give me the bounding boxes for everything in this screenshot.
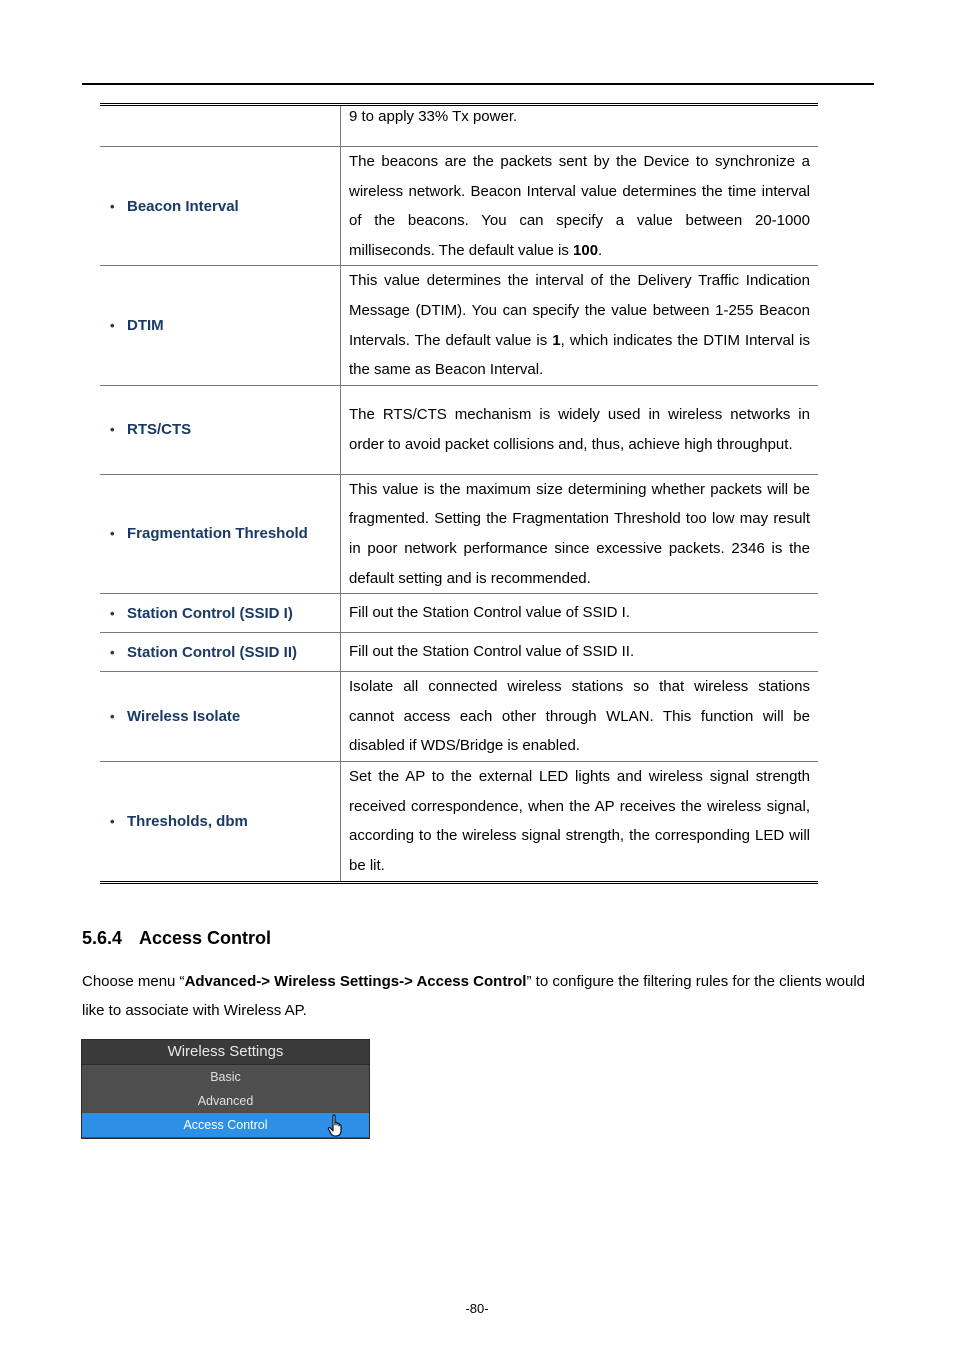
parameter-description: This value is the maximum size determining whether packets will be fragmented. Setting the Fragmentation Threshold too low may result in poor network performance since excessive packets. 2346 is the default setting and is recommended. xyxy=(341,474,819,593)
bullet-icon: • xyxy=(110,198,115,214)
parameter-description: Set the AP to the external LED lights and wireless signal strength received correspondence, when the AP receives the wireless signal, according to the wireless signal strength, the corresponding LED will be lit. xyxy=(341,762,819,882)
section-title: Access Control xyxy=(139,928,272,948)
bullet-icon: • xyxy=(110,422,115,438)
parameter-name: • DTIM xyxy=(110,317,164,335)
bullet-icon: • xyxy=(110,526,115,542)
parameter-name: • Station Control (SSID II) xyxy=(110,643,297,661)
menu-title: Wireless Settings xyxy=(82,1040,369,1065)
intro-prefix: Choose menu “ xyxy=(82,973,185,990)
parameter-name: • Thresholds, dbm xyxy=(110,812,248,830)
table-row xyxy=(100,633,818,672)
parameter-description: This value determines the interval of the Delivery Traffic Indication Message (DTIM). You can specify the value between 1-255 Beacon Intervals. The default value is 1, which indicates the DTIM Interval is the same as Beacon Interval. xyxy=(341,266,819,385)
parameter-name: • Fragmentation Threshold xyxy=(110,525,308,543)
bullet-icon: • xyxy=(110,644,115,660)
menu-item-basic[interactable]: Basic xyxy=(210,1070,241,1084)
menu-path: Advanced-> Wireless Settings-> Access Control xyxy=(184,973,527,990)
menu-item-access-control[interactable] xyxy=(82,1113,369,1137)
table-row xyxy=(100,147,818,266)
table-row xyxy=(100,266,818,385)
table-row xyxy=(100,105,818,147)
parameter-name: • Station Control (SSID I) xyxy=(110,604,293,622)
parameter-description: The RTS/CTS mechanism is widely used in wireless networks in order to avoid packet collisions and, thus, achieve high throughput. xyxy=(341,385,819,474)
bullet-icon: • xyxy=(110,605,115,621)
parameter-description: The beacons are the packets sent by the Device to synchronize a wireless network. Beacon Interval value determines the time interval of the beacons. You can specify a value between 20-1000 milliseconds. The default value is 100. xyxy=(341,147,819,266)
menu-item-access-control-label: Access Control xyxy=(183,1118,268,1132)
wireless-settings-menu xyxy=(81,1039,370,1139)
parameter-name-cell xyxy=(100,147,341,266)
parameter-name: • RTS/CTS xyxy=(110,421,192,439)
parameter-description: Fill out the Station Control value of SSID I. xyxy=(341,594,819,633)
parameter-table xyxy=(100,103,818,884)
table-row xyxy=(100,762,818,882)
intro-paragraph xyxy=(82,967,874,1025)
table-row xyxy=(100,474,818,593)
table-row xyxy=(100,594,818,633)
section-number: 5.6.4 xyxy=(82,928,123,948)
bullet-icon: • xyxy=(110,709,115,725)
hand-cursor-icon xyxy=(327,1114,347,1138)
parameter-name: • Beacon Interval xyxy=(110,197,239,215)
parameter-name: • Wireless Isolate xyxy=(110,708,241,726)
menu-item-advanced[interactable]: Advanced xyxy=(197,1094,254,1108)
parameter-name-cell xyxy=(100,672,341,762)
table-row xyxy=(100,672,818,762)
header-rule xyxy=(82,83,874,85)
parameter-name-cell xyxy=(100,385,341,474)
parameter-description: Fill out the Station Control value of SSID II. xyxy=(341,633,819,672)
parameter-description: Isolate all connected wireless stations so that wireless stations cannot access each other through WLAN. This function will be disabled if WDS/Bridge is enabled. xyxy=(341,672,819,762)
bullet-icon: • xyxy=(110,813,115,829)
table-row xyxy=(100,385,818,474)
parameter-name-cell xyxy=(100,762,341,882)
section-heading xyxy=(82,928,271,949)
parameter-name-cell xyxy=(100,594,341,633)
page-number: -80- xyxy=(465,1301,489,1316)
parameter-name-cell xyxy=(100,105,341,147)
parameter-name-cell xyxy=(100,266,341,385)
parameter-description: 9 to apply 33% Tx power. xyxy=(349,108,518,125)
parameter-name-cell xyxy=(100,633,341,672)
parameter-name-cell xyxy=(100,474,341,593)
intro-suffix: ” to configure the filtering rules for the clients would like to associate with Wireless AP. xyxy=(82,973,865,1019)
bullet-icon: • xyxy=(110,318,115,334)
